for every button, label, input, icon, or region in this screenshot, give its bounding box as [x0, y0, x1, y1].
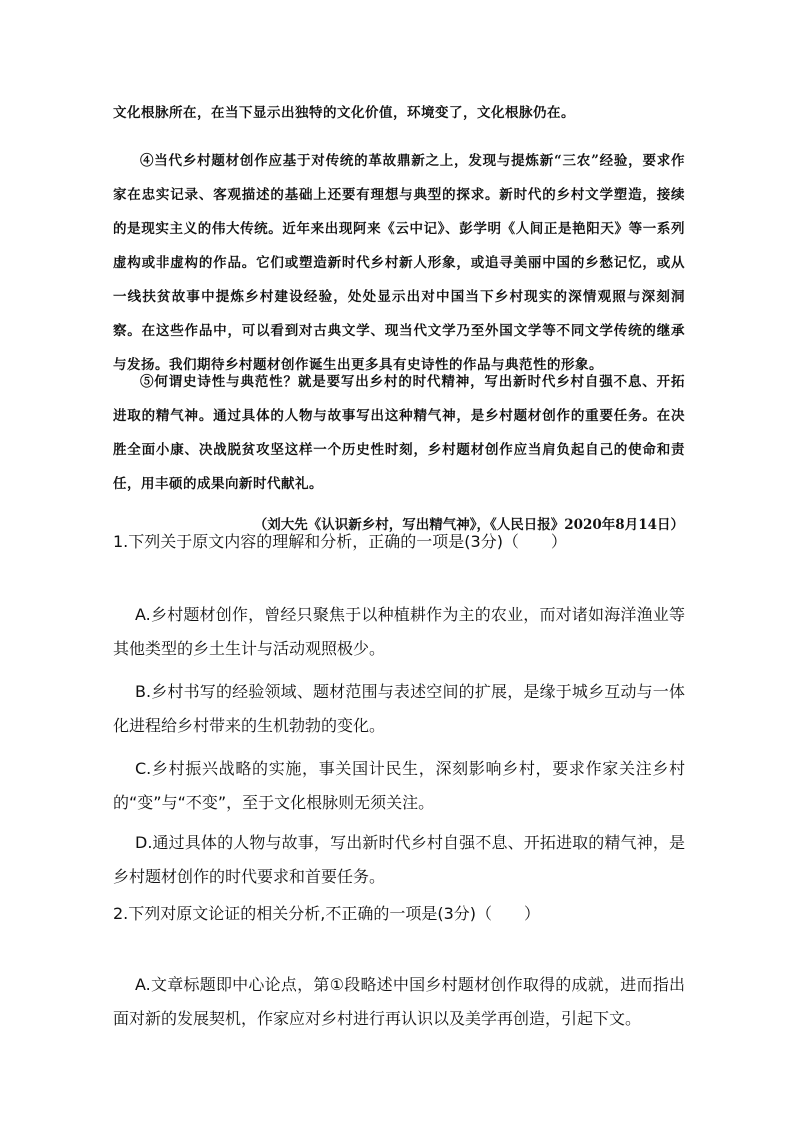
question-1-option-a: A.乡村题材创作，曾经只聚焦于以种植耕作为主的农业，而对诸如海洋渔业等其他类型的乡土生计与活动观照极少。: [113, 605, 685, 658]
passage-paragraph-4: ④当代乡村题材创作应基于对传统的革故鼎新之上，发现与提炼新“三农”经验，要求作家在忠实记录、客观描述的基础上还要有理想与典型的探求。新时代的乡村文学塑造，接续的是现实主义的伟大传统。近年来出现阿来《云中记》、彭学明《人间正是艳阳天》等一系列虚构或非虚构的作品。它们或塑造新时代乡村新人形象，或追寻美丽中国的乡愁记忆，或从一线扶贫故事中提炼乡村建设经验，处处显示出对中国当下乡村现实的深情观照与深刻洞察。在这些作品中，可以看到对古典文学、现当代文学乃至外国文学等不同文学传统的继承与发扬。我们期待乡村题材创作诞生出更多具有史诗性的作品与典范性的形象。: [113, 153, 685, 373]
passage-source-citation: （刘大先《认识新乡村，写出精气神》，《人民日报》2020年8月14日）: [253, 517, 684, 533]
question-1-option-b: B.乡村书写的经验领域、题材范围与表述空间的扩展，是缘于城乡互动与一体化进程给乡村带来的生机勃勃的变化。: [113, 682, 685, 735]
passage-paragraph-3-tail: 文化根脉所在，在当下显示出独特的文化价值，环境变了，文化根脉仍在。: [113, 105, 575, 121]
question-1-stem: 1.下列关于原文内容的理解和分析，正确的一项是(3分)（ ）: [113, 532, 567, 551]
question-2-stem: 2.下列对原文论证的相关分析,不正确的一项是(3分)（ ）: [113, 904, 541, 923]
passage-paragraph-5: ⑤何谓史诗性与典范性？就是要写出乡村的时代精神，写出新时代乡村自强不息、开拓进取的精气神。通过具体的人物与故事写出这种精气神，是乡村题材创作的重要任务。在决胜全面小康、决战脱贫攻坚这样一个历史性时刻，乡村题材创作应当肩负起自己的使命和责任，用丰硕的成果向新时代献礼。: [113, 374, 685, 492]
question-1-option-c: C.乡村振兴战略的实施，事关国计民生，深刻影响乡村，要求作家关注乡村的“变”与“不变”，至于文化根脉则无须关注。: [113, 759, 685, 812]
question-1-option-d: D.通过具体的人物与故事，写出新时代乡村自强不息、开拓进取的精气神，是乡村题材创作的时代要求和首要任务。: [113, 833, 685, 886]
question-2-option-a: A.文章标题即中心论点，第①段略述中国乡村题材创作取得的成就，进而指出面对新的发展契机，作家应对乡村进行再认识以及美学再创造，引起下文。: [113, 975, 685, 1028]
